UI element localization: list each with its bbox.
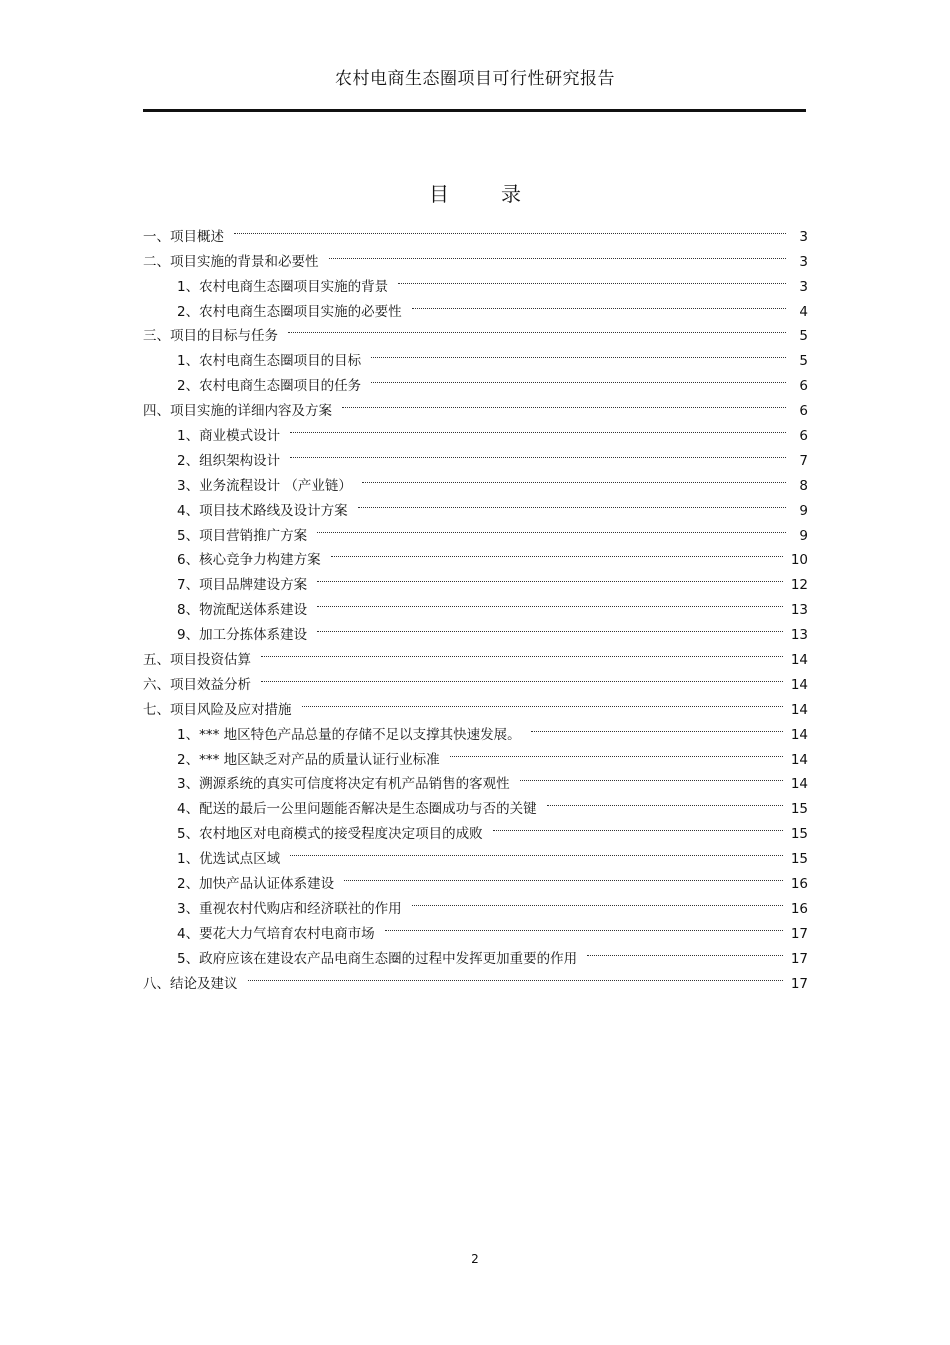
toc-dot-leader [450,739,783,764]
toc-entry-page: 9 [799,502,808,519]
toc-entry-page: 14 [790,676,808,693]
toc-dot-leader [493,813,783,838]
toc-dot-leader [358,490,786,515]
toc-dot-leader [288,316,786,341]
toc-dot-leader [531,714,783,739]
toc-entry-label: 6、核心竞争力构建方案 [177,552,321,569]
toc-dot-leader [317,564,783,589]
toc-dot-leader [261,664,783,689]
toc-entry-page: 12 [790,577,808,594]
toc-entry-label: 3、溯源系统的真实可信度将决定有机产品销售的客观性 [177,776,510,793]
toc-entry-label: 2、*** 地区缺乏对产品的质量认证行业标准 [177,751,440,768]
toc-entry-page: 7 [799,452,808,469]
toc-entry-page: 6 [799,403,808,420]
toc-dot-leader [317,515,786,540]
toc-entry-label: 3、业务流程设计 （产业链） [177,477,352,494]
toc-dot-leader [342,390,786,415]
toc-entry-page: 6 [799,378,808,395]
toc-entry-label: 1、农村电商生态圈项目的目标 [177,353,362,370]
toc-entry-page: 6 [799,428,808,445]
toc-entry-label: 1、农村电商生态圈项目实施的背景 [177,278,389,295]
toc-dot-leader [261,639,783,664]
toc-dot-leader [302,689,783,714]
toc-dot-leader [371,340,786,365]
toc-entry-label: 5、政府应该在建设农产品电商生态圈的过程中发挥更加重要的作用 [177,950,578,967]
toc-entry-label: 3、重视农村代购店和经济联社的作用 [177,900,402,917]
toc-entry-page: 5 [799,328,808,345]
toc-entry-label: 八、结论及建议 [143,975,238,992]
toc-dot-leader [412,888,783,913]
toc-entry-page: 17 [790,925,808,942]
toc-entry-page: 14 [790,701,808,718]
toc-dot-leader [290,440,786,465]
toc-dot-leader [344,863,783,888]
toc-entry-label: 1、*** 地区特色产品总量的存储不足以支撑其快速发展。 [177,726,521,743]
toc-entry-page: 17 [790,975,808,992]
toc-dot-leader [290,415,786,440]
document-header-title: 农村电商生态圈项目可行性研究报告 [335,69,615,89]
toc-title [0,178,950,207]
toc-dot-leader [398,266,786,291]
toc-entry-page: 15 [790,801,808,818]
toc-dot-leader [248,963,783,988]
toc-dot-leader [362,465,786,490]
toc-entry-page: 13 [790,602,808,619]
toc-dot-leader [329,241,787,266]
toc-entry-label: 2、农村电商生态圈项目实施的必要性 [177,303,402,320]
toc-entry-page: 14 [790,751,808,768]
toc-entry-label: 5、农村地区对电商模式的接受程度决定项目的成败 [177,826,483,843]
toc-entry-label: 2、组织架构设计 [177,452,281,469]
toc-entry-page: 9 [799,527,808,544]
toc-entry-label: 8、物流配送体系建设 [177,602,308,619]
toc-entry-page: 17 [790,950,808,967]
toc-dot-leader [331,540,783,565]
toc-entry-label: 1、优选试点区域 [177,851,281,868]
toc-entry-page: 15 [790,826,808,843]
toc-dot-leader [587,938,783,963]
toc-dot-leader [520,764,783,789]
toc-entry-label: 四、项目实施的详细内容及方案 [143,403,332,420]
toc-entry-label: 2、加快产品认证体系建设 [177,876,335,893]
toc-entry-page: 4 [799,303,808,320]
toc-entry-label: 一、项目概述 [143,228,224,245]
toc-entry-label: 2、农村电商生态圈项目的任务 [177,378,362,395]
toc-entry-label: 4、要花大力气培育农村电商市场 [177,925,375,942]
toc-entry-label: 7、项目品牌建设方案 [177,577,308,594]
toc-entry-label: 六、项目效益分析 [143,676,251,693]
page-number: 2 [471,1252,479,1266]
toc-entry-label: 1、商业模式设计 [177,428,281,445]
toc-dot-leader [234,216,786,241]
toc-entry-label: 5、项目营销推广方案 [177,527,308,544]
toc-entry-page: 5 [799,353,808,370]
toc-entry-label: 二、项目实施的背景和必要性 [143,253,319,270]
toc-entry-label: 三、项目的目标与任务 [143,328,278,345]
toc-entry-page: 10 [790,552,808,569]
toc-entry-page: 3 [799,253,808,270]
toc-entry-page: 16 [790,900,808,917]
toc-entry-page: 13 [790,627,808,644]
toc-entry-page: 14 [790,776,808,793]
toc-entry-label: 五、项目投资估算 [143,652,251,669]
toc-entry-label: 七、项目风险及应对措施 [143,701,292,718]
toc-entry-page: 3 [799,278,808,295]
toc-dot-leader [547,788,783,813]
table-of-contents [143,216,808,992]
toc-dot-leader [317,614,783,639]
header-divider [143,109,806,112]
toc-entry-page: 14 [790,652,808,669]
toc-title-right: 录 [501,182,521,206]
toc-dot-leader [371,365,786,390]
toc-dot-leader [385,913,783,938]
toc-dot-leader [317,589,783,614]
toc-entry-page: 16 [790,876,808,893]
toc-entry-label: 4、配送的最后一公里问题能否解决是生态圈成功与否的关键 [177,801,537,818]
toc-entry-label: 9、加工分拣体系建设 [177,627,308,644]
toc-entry-label: 4、项目技术路线及设计方案 [177,502,348,519]
toc-entry-page: 8 [799,477,808,494]
toc-entry-page: 15 [790,851,808,868]
toc-entry-page: 14 [790,726,808,743]
toc-title-left: 目 [429,182,449,206]
toc-dot-leader [412,291,786,316]
toc-entry-page: 3 [799,228,808,245]
toc-entry[interactable] [143,216,808,245]
toc-dot-leader [290,838,783,863]
toc-entry[interactable] [143,241,808,270]
